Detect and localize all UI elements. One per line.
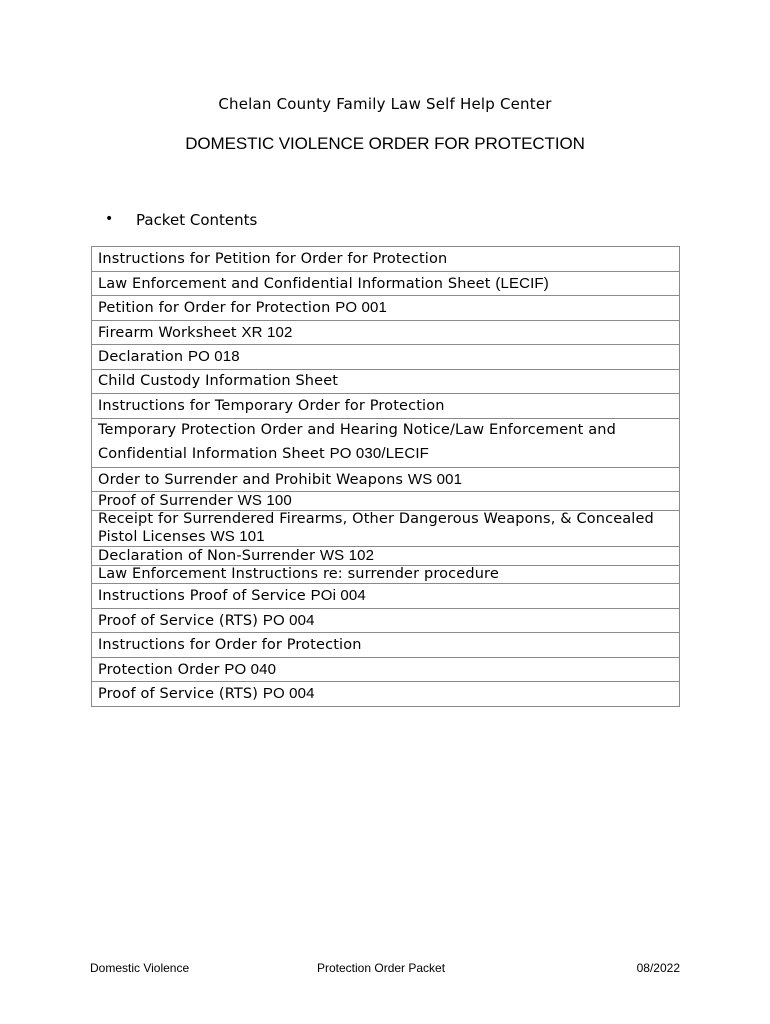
item-text: Receipt for Surrendered Firearms, Other Dangerous Weapons, & Concealed Pistol Licenses <box>98 511 654 545</box>
table-row <box>92 566 680 584</box>
page-title: DOMESTIC VIOLENCE ORDER FOR PROTECTION <box>185 134 585 153</box>
item-text: Law Enforcement and Confidential Information Sheet <box>98 275 496 292</box>
table-row <box>92 467 680 492</box>
table-row <box>92 547 680 566</box>
table-row <box>92 418 680 467</box>
item-text: Instructions for Temporary Order for Protection <box>98 397 445 414</box>
footer-middle: Protection Order Packet <box>317 961 446 975</box>
table-row <box>92 682 680 707</box>
item-text: Order to Surrender and Prohibit Weapons <box>98 471 408 488</box>
item-text: Protection Order <box>98 661 225 678</box>
table-row <box>92 492 680 511</box>
form-code: WS 102 <box>319 547 375 564</box>
item-text: Declaration <box>98 349 189 366</box>
item-text: Declaration of Non-Surrender <box>98 548 320 564</box>
form-code: PO 018 <box>188 348 240 366</box>
form-code: POi 004 <box>310 587 366 605</box>
form-code: WS 101 <box>210 528 265 545</box>
footer-left: Domestic Violence <box>90 961 190 975</box>
form-code: PO 004 <box>262 685 315 703</box>
packet-contents-label: Packet Contents <box>136 211 258 229</box>
table-row <box>92 608 680 633</box>
form-code: (LECIF) <box>495 274 549 292</box>
form-code: WS 001 <box>407 470 463 488</box>
table-row <box>92 271 680 296</box>
form-code: XR 102 <box>241 323 293 341</box>
table-row <box>92 394 680 419</box>
packet-contents-heading <box>105 211 258 229</box>
table-row <box>92 511 680 547</box>
item-text: Proof of Service (RTS) <box>98 686 263 703</box>
item-text: Child Custody Information Sheet <box>98 373 339 390</box>
table-row <box>92 369 680 394</box>
table-row <box>92 247 680 272</box>
table-row <box>92 345 680 370</box>
form-code: PO 004 <box>262 611 315 629</box>
footer-right: 08/2022 <box>636 961 680 975</box>
item-text: Instructions for Order for Protection <box>98 636 362 653</box>
contents-table <box>91 246 680 707</box>
bullet-icon: • <box>105 211 114 227</box>
table-row <box>92 633 680 658</box>
table-row <box>92 320 680 345</box>
item-text: Law Enforcement Instructions re: surrender procedure <box>98 566 499 582</box>
item-text: Temporary Protection Order and Hearing Notice/Law Enforcement and Confidential Information Sheet <box>98 421 616 462</box>
form-code: PO 030/LECIF <box>329 445 429 462</box>
form-code: WS 100 <box>237 492 292 509</box>
table-row <box>92 584 680 609</box>
form-code: PO 001 <box>335 299 388 317</box>
item-text: Instructions Proof of Service <box>98 588 311 605</box>
form-code: PO 040 <box>224 660 277 678</box>
item-text: Petition for Order for Protection <box>98 300 336 317</box>
table-row <box>92 657 680 682</box>
item-text: Proof of Service (RTS) <box>98 612 263 629</box>
item-text: Instructions for Petition for Order for Protection <box>98 250 448 267</box>
item-text: Proof of Surrender <box>98 493 238 509</box>
table-row <box>92 296 680 321</box>
item-text: Firearm Worksheet <box>98 324 242 341</box>
organization-name: Chelan County Family Law Self Help Center <box>218 95 552 113</box>
